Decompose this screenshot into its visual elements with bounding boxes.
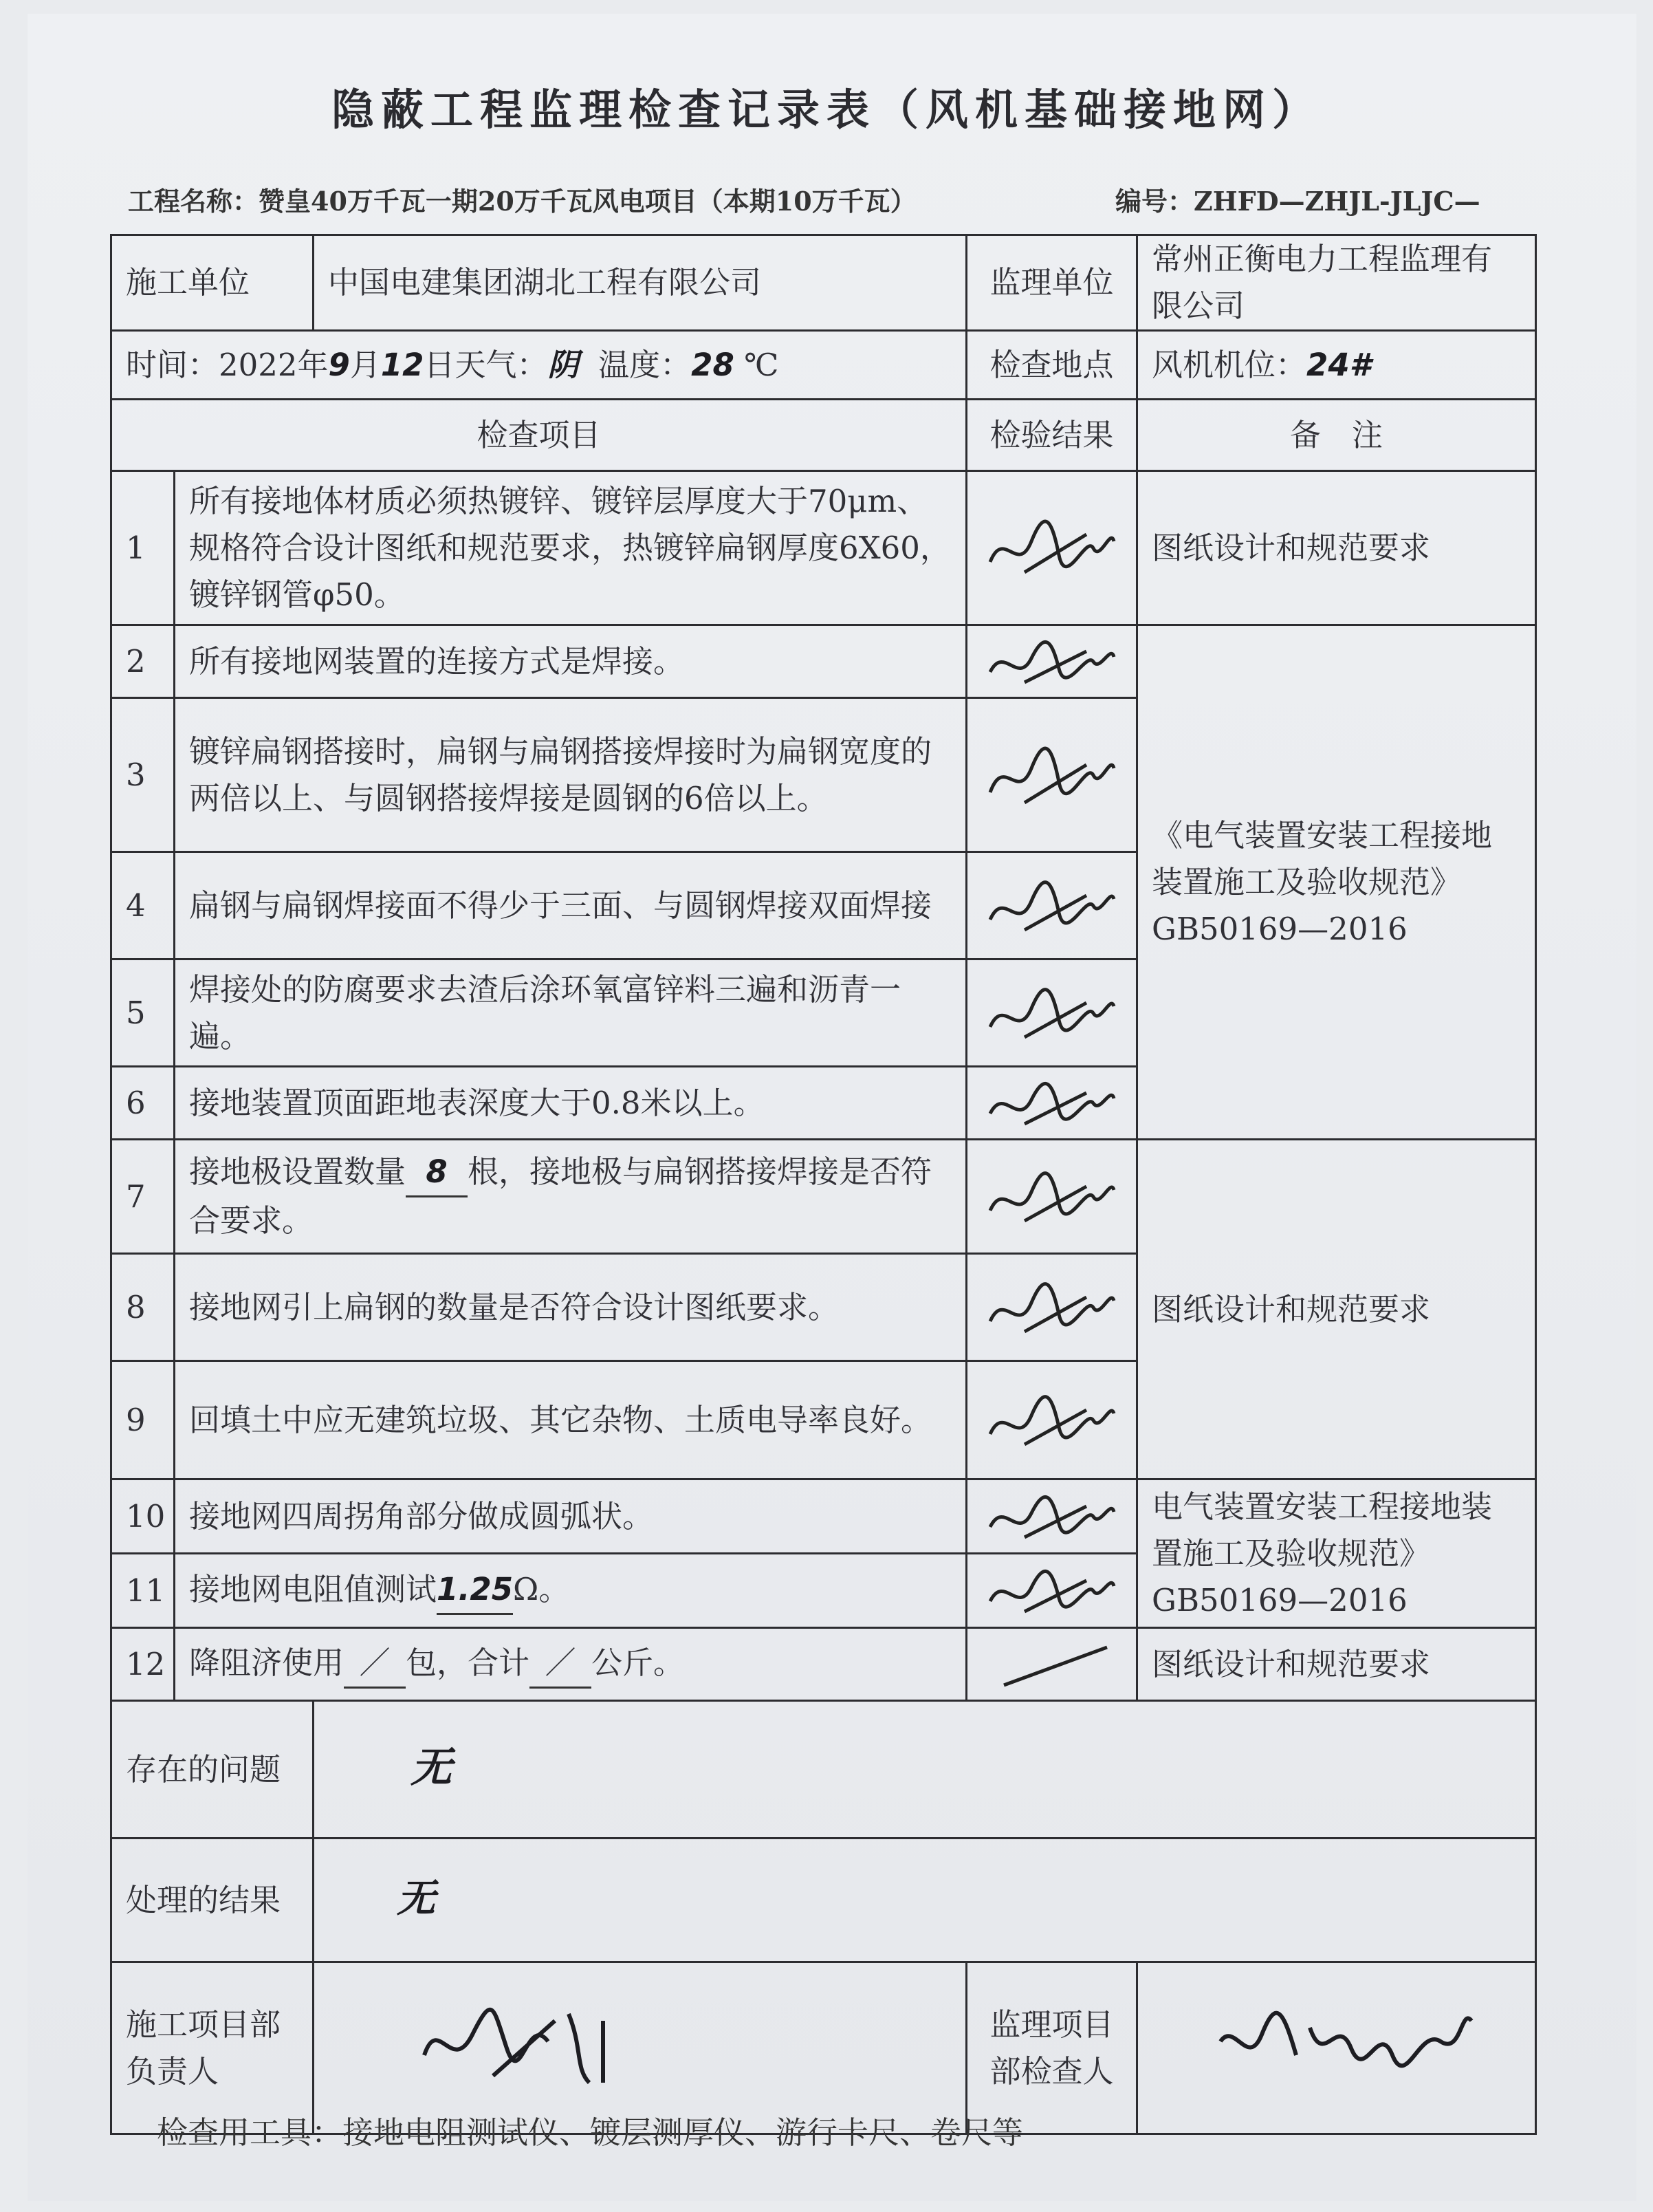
slash-mark — [967, 1628, 1137, 1701]
table-row: 6 接地装置顶面距地表深度大于0.8米以上。 — [111, 1067, 1536, 1140]
remark-cell: 图纸设计和规范要求 — [1137, 1140, 1536, 1479]
signature-stamp — [967, 1479, 1137, 1554]
form-title: 隐蔽工程监理检查记录表（风机基础接地网） — [331, 85, 1322, 135]
table-row: 11 接地网电阻值测试1.25Ω。 — [111, 1554, 1536, 1628]
code-label: 编号： — [1115, 186, 1194, 217]
table-row: 5 焊接处的防腐要求去渣后涂环氧富锌料三遍和沥青一遍。 — [111, 959, 1536, 1067]
signature-stamp — [967, 1254, 1137, 1361]
signature-stamp — [967, 1067, 1137, 1140]
table-row: 7 接地极设置数量 8 根，接地极与扁钢搭接焊接是否符合要求。 图纸设计和规范要求 — [111, 1140, 1536, 1254]
table-row: 3 镀锌扁钢搭接时，扁钢与扁钢搭接焊接时为扁钢宽度的两倍以上、与圆钢搭接焊接是圆钢的6倍以上。 — [111, 698, 1536, 852]
header-row-time — [111, 331, 1536, 400]
signature-stamp — [967, 852, 1137, 959]
table-row: 10 接地网四周拐角部分做成圆弧状。 电气装置安装工程接地装置施工及验收规范》GB50169—2016 — [111, 1479, 1536, 1554]
col-remark-header: 备 注 — [1137, 400, 1536, 471]
results-label: 处理的结果 — [111, 1839, 314, 1962]
supervision-unit-value: 常州正衡电力工程监理有限公司 — [1137, 235, 1536, 331]
code-value: ZHFD—ZHJL-JLJC— — [1194, 186, 1480, 217]
table-row: 1 所有接地体材质必须热镀锌、镀锌层厚度大于70μm、规格符合设计图纸和规范要求，热镀锌扁钢厚度6X60，镀锌钢管φ50。 图纸设计和规范要求 — [111, 471, 1536, 625]
month-handwritten: 9 — [328, 346, 350, 383]
project-line — [128, 180, 917, 218]
table-row: 9 回填土中应无建筑垃圾、其它杂物、土质电导率良好。 — [111, 1361, 1536, 1479]
location-label: 检查地点 — [967, 331, 1137, 400]
remark-cell-gb: 《电气装置安装工程接地装置施工及验收规范》GB50169—2016 — [1137, 625, 1536, 1140]
day-handwritten: 12 — [380, 346, 424, 383]
header-row-units — [111, 235, 1536, 331]
inspection-tools: 检查用工具：接地电阻测试仪、镀层测厚仪、游行卡尺、卷尺等 — [157, 2114, 1024, 2151]
problems-value: 无 — [314, 1701, 1536, 1839]
signature-stamp — [967, 1554, 1137, 1628]
column-header-row — [111, 400, 1536, 471]
construction-unit-value: 中国电建集团湖北工程有限公司 — [314, 235, 967, 331]
slash-blank: ／ — [344, 1640, 406, 1689]
supervisor-signature — [1137, 1962, 1536, 2134]
col-item-header: 检查项目 — [111, 400, 967, 471]
time-weather-cell: 时间：2022年9月12日天气：阴 温度：28 ℃ — [111, 331, 967, 400]
project-name: 赞皇40万千瓦一期20万千瓦风电项目（本期10万千瓦） — [259, 186, 917, 217]
inspection-table — [110, 234, 1537, 2135]
col-result-header: 检验结果 — [967, 400, 1137, 471]
problems-row — [111, 1701, 1536, 1839]
remark-cell: 图纸设计和规范要求 — [1137, 471, 1536, 625]
supervisor-label: 监理项目部检查人 — [967, 1962, 1137, 2134]
signature-stamp — [967, 471, 1137, 625]
remark-cell: 图纸设计和规范要求 — [1137, 1628, 1536, 1701]
signature-stamp — [967, 698, 1137, 852]
signature-stamp — [967, 959, 1137, 1067]
rod-count: 8 — [406, 1149, 468, 1197]
position-handwritten: 24# — [1306, 346, 1371, 383]
problems-label: 存在的问题 — [111, 1701, 314, 1839]
table-row: 4 扁钢与扁钢焊接面不得少于三面、与圆钢焊接双面焊接 — [111, 852, 1536, 959]
results-row — [111, 1839, 1536, 1962]
signature-stamp — [967, 1361, 1137, 1479]
construction-manager-label: 施工项目部负责人 — [111, 1962, 314, 2134]
weather-handwritten: 阴 — [547, 346, 579, 383]
project-label: 工程名称： — [128, 186, 259, 217]
construction-unit-label: 施工单位 — [111, 235, 314, 331]
signature-stamp — [967, 1140, 1137, 1254]
resistance-value: 1.25 — [437, 1566, 513, 1615]
slash-blank: ／ — [529, 1640, 591, 1689]
table-row: 8 接地网引上扁钢的数量是否符合设计图纸要求。 — [111, 1254, 1536, 1361]
table-row: 2 所有接地网装置的连接方式是焊接。 《电气装置安装工程接地装置施工及验收规范》GB50169—2016 — [111, 625, 1536, 698]
table-row: 12 降阻济使用 ／ 包，合计 ／ 公斤。 图纸设计和规范要求 — [111, 1628, 1536, 1701]
remark-cell-gb: 电气装置安装工程接地装置施工及验收规范》GB50169—2016 — [1137, 1479, 1536, 1628]
form-code — [1115, 180, 1480, 218]
results-value: 无 — [314, 1839, 1536, 1962]
temperature-handwritten: 28 — [691, 346, 734, 383]
position-cell: 风机机位：24# — [1137, 331, 1536, 400]
signature-stamp — [967, 625, 1137, 698]
supervision-unit-label: 监理单位 — [967, 235, 1137, 331]
